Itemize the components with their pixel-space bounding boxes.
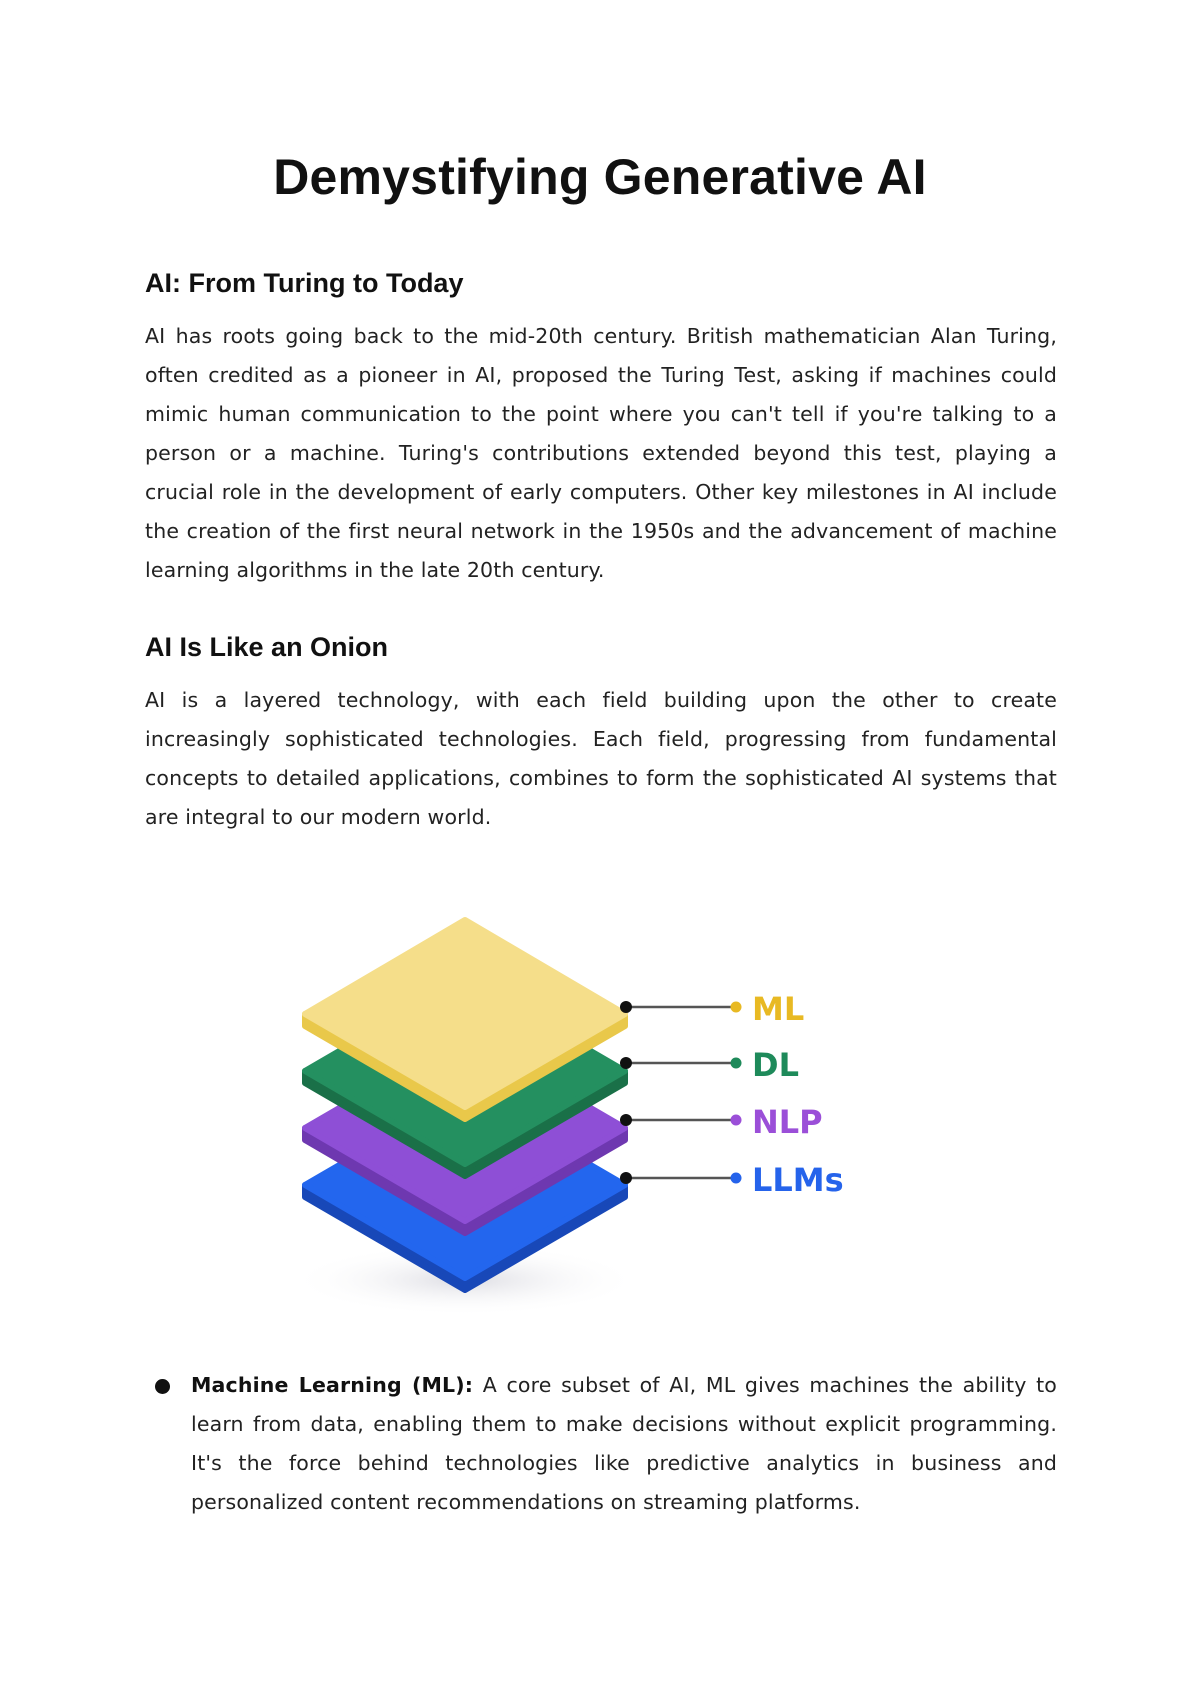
page-title: Demystifying Generative AI (273, 149, 927, 205)
section-heading-onion: AI Is Like an Onion (145, 632, 389, 662)
ai-layers-diagram (300, 880, 880, 1330)
bullet-description: A core subset of AI, ML gives machines the ability to learn from data, enabling them to make decisions without explicit programming. It's the force behind technologies like predictive analytics in business and personalized content recommendations on streaming platforms. (191, 1373, 1058, 1514)
list-item (145, 1366, 1057, 1522)
ai-layers-figure (300, 880, 880, 1330)
section-body-onion: AI is a layered technology, with each field building upon the other to create increasingly sophisticated technologies. Each field, progressing from fundamental concepts to detailed applications, combines to form the sophisticated AI systems that are integral to our modern world. (145, 688, 1057, 829)
bullet-icon (155, 1379, 170, 1394)
bullet-term: Machine Learning (ML): (191, 1373, 474, 1397)
label-ml: ML (752, 990, 805, 1028)
section-heading-turing: AI: From Turing to Today (145, 268, 464, 298)
bullet-text (191, 1366, 1057, 1522)
label-nlp: NLP (752, 1103, 823, 1141)
label-dl: DL (752, 1046, 799, 1084)
label-nlp-group (620, 1103, 823, 1141)
label-llms: LLMs (752, 1161, 844, 1199)
label-dl-group (620, 1046, 799, 1084)
bullet-list (145, 1366, 1057, 1522)
label-ml-group (620, 990, 804, 1028)
section-body-turing: AI has roots going back to the mid-20th century. British mathematician Alan Turing, often credited as a pioneer in AI, proposed the Turing Test, asking if machines could mimic human communication to the point where you can't tell if you're talking to a person or a machine. Turing's contributions extended beyond this test, playing a crucial role in the development of early computers. Other key milestones in AI include the creation of the first neural network in the 1950s and the advancement of machine learning algorithms in the late 20th century. (145, 324, 1057, 582)
label-llms-group (620, 1161, 844, 1199)
